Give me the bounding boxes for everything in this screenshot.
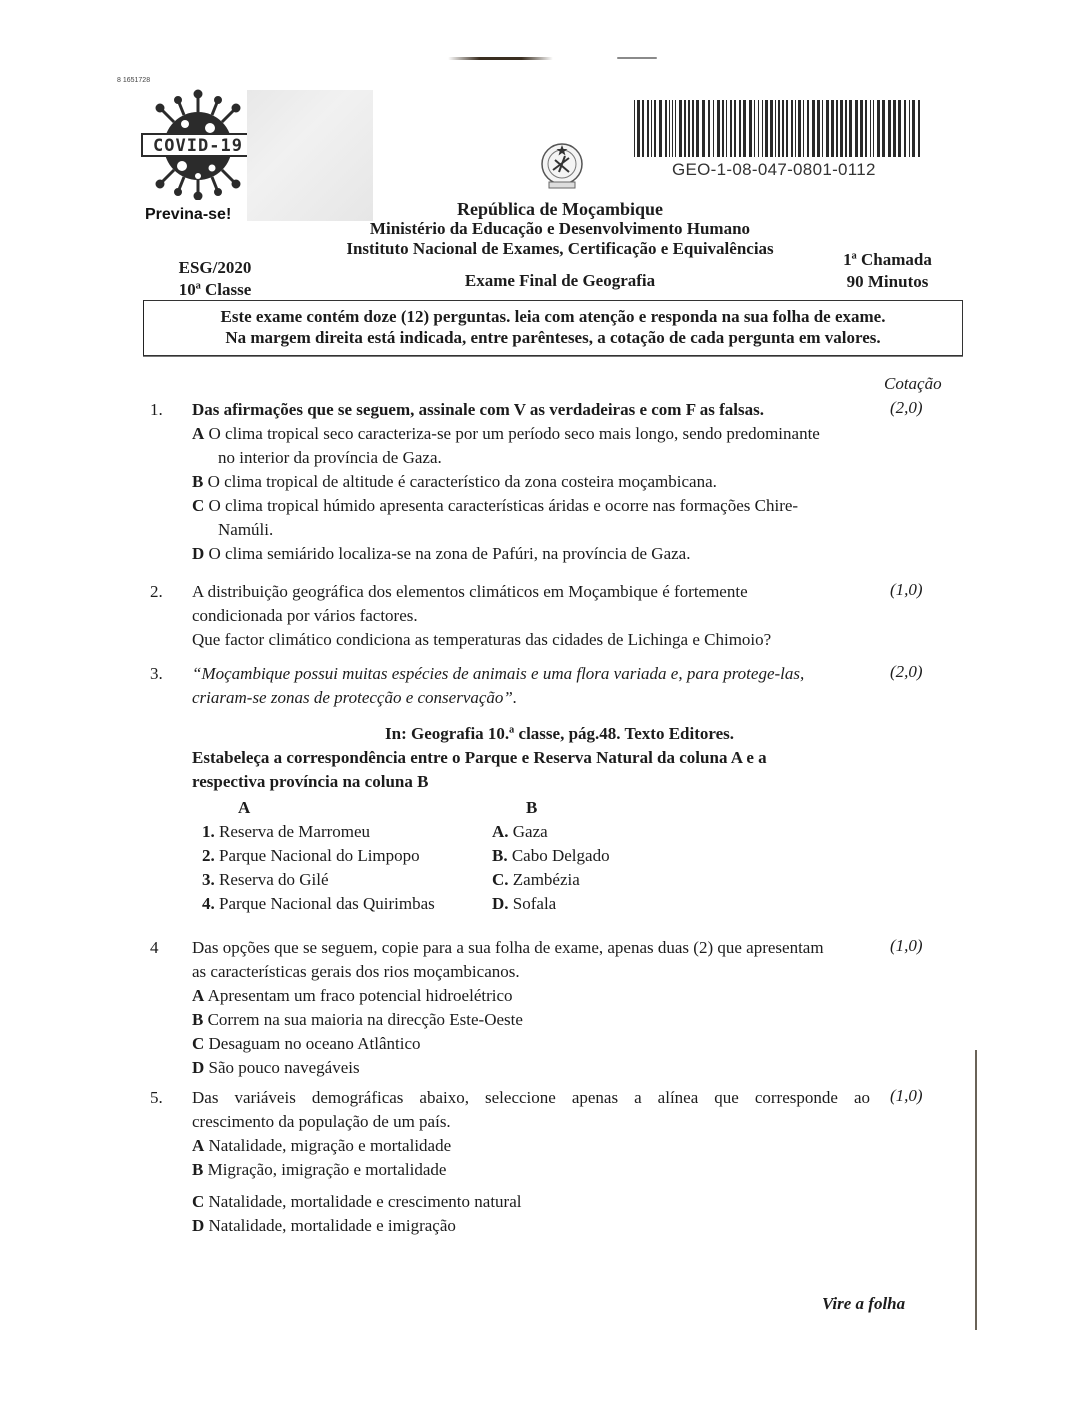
barcode-bar bbox=[840, 100, 843, 157]
instructions-box bbox=[143, 300, 963, 356]
barcode-bar bbox=[786, 100, 788, 157]
barcode-bar bbox=[654, 100, 656, 157]
option-a bbox=[192, 422, 870, 446]
option-b bbox=[192, 1008, 870, 1032]
option-letter: C bbox=[192, 1192, 205, 1211]
grade: 10ª Classe bbox=[178, 280, 252, 299]
item-key: 4. bbox=[202, 894, 215, 913]
quote-source: In: Geografia 10.ª classe, pág.48. Texto Editores. bbox=[385, 724, 735, 743]
question-instruction: respectiva província na coluna B bbox=[192, 772, 429, 791]
barcode-bar bbox=[803, 100, 804, 157]
option-d bbox=[192, 1056, 870, 1080]
item-text: Gaza bbox=[512, 822, 548, 841]
exam-call-info bbox=[835, 249, 940, 293]
barcode-bar bbox=[909, 100, 910, 157]
question-3 bbox=[150, 662, 870, 916]
barcode-bar bbox=[918, 100, 920, 157]
option-letter: B bbox=[192, 472, 204, 491]
barcode-bar bbox=[679, 100, 682, 157]
question-4-score: (1,0) bbox=[890, 936, 923, 955]
barcode-bar bbox=[822, 100, 823, 157]
barcode-bar bbox=[765, 100, 768, 157]
column-b-item bbox=[492, 868, 610, 892]
column-a-item bbox=[202, 892, 435, 916]
question-text-line: Das opções que se seguem, copie para a sua folha de exame, apenas duas (2) que apresentam bbox=[192, 938, 824, 957]
barcode-bar bbox=[845, 100, 847, 157]
barcode-bar bbox=[877, 100, 880, 157]
barcode-bar bbox=[659, 100, 662, 157]
barcode-bar bbox=[702, 100, 705, 157]
barcode-bar bbox=[637, 100, 640, 157]
barcode-bar bbox=[791, 100, 793, 157]
column-a-item bbox=[202, 868, 435, 892]
option-text: O clima tropical seco caracteriza-se por um período seco mais longo, sendo predominante bbox=[208, 424, 820, 443]
question-text-line: A distribuição geográfica dos elementos climáticos em Moçambique é fortemente bbox=[192, 582, 748, 601]
item-text: Sofala bbox=[512, 894, 557, 913]
barcode-bar bbox=[860, 100, 863, 157]
question-number: 5. bbox=[150, 1088, 163, 1107]
barcode-code: GEO-1-08-047-0801-0112 bbox=[672, 160, 876, 179]
item-text: Zambézia bbox=[512, 870, 580, 889]
barcode-bar bbox=[817, 100, 820, 157]
barcode-bar bbox=[778, 100, 780, 157]
level-code: ESG/2020 bbox=[178, 258, 252, 277]
institute-name: Instituto Nacional de Exames, Certificação e Equivalências bbox=[346, 239, 774, 258]
barcode-bar bbox=[770, 100, 773, 157]
question-number: 3. bbox=[150, 664, 163, 683]
barcode-bar bbox=[758, 100, 759, 157]
mozambique-emblem-icon bbox=[539, 140, 585, 192]
option-letter: A bbox=[192, 1136, 205, 1155]
barcode-bar bbox=[672, 100, 673, 157]
barcode-bar bbox=[888, 100, 891, 157]
option-a bbox=[192, 1134, 870, 1158]
barcode-bar bbox=[743, 100, 746, 157]
option-text: Natalidade, mortalidade e imigração bbox=[208, 1216, 456, 1235]
barcode-bar bbox=[873, 100, 874, 157]
column-a-header: A bbox=[238, 798, 251, 817]
turn-page-note: Vire a folha bbox=[822, 1294, 906, 1313]
question-prompt: Das afirmações que se seguem, assinale com V as verdadeiras e com F as falsas. bbox=[192, 400, 764, 419]
option-letter: A bbox=[192, 986, 205, 1005]
question-text-line: Que factor climático condiciona as temperaturas das cidades de Lichinga e Chimoio? bbox=[192, 630, 772, 649]
scan-artifact-line bbox=[617, 57, 657, 59]
question-1 bbox=[150, 398, 870, 566]
barcode-bar bbox=[722, 100, 724, 157]
barcode-bar bbox=[826, 100, 829, 157]
ministry-name: Ministério da Educação e Desenvolvimento Humano bbox=[369, 219, 751, 238]
question-text-line: condicionada por vários factores. bbox=[192, 606, 418, 625]
question-4 bbox=[150, 936, 870, 1080]
option-text: O clima tropical húmido apresenta características áridas e ocorre nas formações Chire- bbox=[208, 496, 799, 515]
barcode-bar bbox=[865, 100, 867, 157]
item-text: Parque Nacional do Limpopo bbox=[219, 846, 420, 865]
column-b-header: B bbox=[526, 798, 538, 817]
barcode-bar bbox=[882, 100, 885, 157]
item-key: D. bbox=[492, 894, 509, 913]
item-key: 1. bbox=[202, 822, 215, 841]
barcode-bar bbox=[812, 100, 815, 157]
country-name: República de Moçambique bbox=[456, 199, 663, 219]
barcode-bar bbox=[692, 100, 694, 157]
option-text: Migração, imigração e mortalidade bbox=[207, 1160, 447, 1179]
matching-columns bbox=[192, 796, 870, 916]
option-c bbox=[192, 1190, 870, 1214]
option-text: O clima semiárido localiza-se na zona de Pafúri, na província de Gaza. bbox=[208, 544, 691, 563]
covid-virus-icon bbox=[140, 88, 256, 200]
barcode-bar bbox=[855, 100, 858, 157]
question-text-line: crescimento da população de um país. bbox=[192, 1112, 451, 1131]
option-text: Correm na sua maioria na direcção Este-Oeste bbox=[207, 1010, 523, 1029]
item-text: Cabo Delgado bbox=[511, 846, 610, 865]
question-number: 4 bbox=[150, 938, 159, 957]
barcode-bar bbox=[708, 100, 710, 157]
item-key: B. bbox=[492, 846, 508, 865]
option-d bbox=[192, 1214, 870, 1238]
question-5-score: (1,0) bbox=[890, 1086, 923, 1105]
item-key: 3. bbox=[202, 870, 215, 889]
option-letter: D bbox=[192, 544, 205, 563]
question-text-line: Das variáveis demográficas abaixo, seleccione apenas a alínea que corresponde ao bbox=[192, 1088, 870, 1107]
option-b bbox=[192, 470, 870, 494]
option-text: Apresentam um fraco potencial hidroelétrico bbox=[207, 986, 513, 1005]
barcode-bar bbox=[798, 100, 801, 157]
option-letter: C bbox=[192, 1034, 205, 1053]
item-key: C. bbox=[492, 870, 509, 889]
score-heading: Cotação bbox=[884, 374, 942, 393]
question-2 bbox=[150, 580, 870, 652]
barcode-bar bbox=[634, 100, 635, 157]
barcode-bar bbox=[904, 100, 906, 157]
barcode-bar bbox=[651, 100, 652, 157]
barcode-bar bbox=[849, 100, 852, 157]
option-c bbox=[192, 1032, 870, 1056]
column-b-item bbox=[492, 844, 610, 868]
barcode-bar bbox=[717, 100, 720, 157]
barcode-bar bbox=[642, 100, 644, 157]
barcode-bar bbox=[684, 100, 686, 157]
call: 1ª Chamada bbox=[843, 250, 932, 269]
duration: 90 Minutos bbox=[846, 272, 929, 291]
barcode-bar bbox=[782, 100, 784, 157]
question-1-score: (2,0) bbox=[890, 398, 923, 417]
quote-line: criaram-se zonas de protecção e conservação”. bbox=[192, 688, 518, 707]
question-5 bbox=[150, 1086, 870, 1238]
barcode-bar bbox=[734, 100, 736, 157]
column-a bbox=[202, 796, 435, 916]
column-a-item bbox=[202, 844, 435, 868]
option-a bbox=[192, 984, 870, 1008]
column-b-item bbox=[492, 820, 610, 844]
item-text: Parque Nacional das Quirimbas bbox=[219, 894, 435, 913]
option-a-continued: no interior da província de Gaza. bbox=[218, 448, 442, 467]
option-letter: C bbox=[192, 496, 205, 515]
scan-artifact-line bbox=[448, 57, 553, 60]
barcode-bar bbox=[675, 100, 676, 157]
covid-badge-text: COVID-19 bbox=[153, 136, 243, 156]
item-text: Reserva de Marromeu bbox=[219, 822, 371, 841]
option-d bbox=[192, 542, 870, 566]
barcode-bar bbox=[754, 100, 755, 157]
option-letter: A bbox=[192, 424, 205, 443]
barcode-bar bbox=[893, 100, 896, 157]
barcode bbox=[634, 100, 921, 157]
column-a-item bbox=[202, 820, 435, 844]
barcode-bar bbox=[831, 100, 834, 157]
question-3-score: (2,0) bbox=[890, 662, 923, 681]
option-letter: D bbox=[192, 1216, 205, 1235]
barcode-bar bbox=[696, 100, 699, 157]
barcode-bar bbox=[669, 100, 670, 157]
instructions-line-2: Na margem direita está indicada, entre parênteses, a cotação de cada pergunta em valores. bbox=[225, 328, 881, 347]
question-number: 2. bbox=[150, 582, 163, 601]
option-text: Desaguam no oceano Atlântico bbox=[208, 1034, 421, 1053]
barcode-bar bbox=[730, 100, 732, 157]
barcode-bar bbox=[713, 100, 714, 157]
scan-page-edge bbox=[975, 1050, 977, 1330]
option-text: O clima tropical de altitude é característico da zona costeira moçambicana. bbox=[207, 472, 717, 491]
column-b-item bbox=[492, 892, 610, 916]
barcode-bar bbox=[749, 100, 752, 157]
question-instruction: Estabeleça a correspondência entre o Parque e Reserva Natural da coluna A e a bbox=[192, 748, 767, 767]
barcode-bar bbox=[807, 100, 809, 157]
barcode-bar bbox=[775, 100, 776, 157]
quote-line: “Moçambique possui muitas espécies de animais e uma flora variada e, para protege-las, bbox=[192, 664, 805, 683]
instructions-line-1: Este exame contém doze (12) perguntas. leia com atenção e responda na sua folha de exame. bbox=[220, 307, 886, 326]
option-text: Natalidade, mortalidade e crescimento natural bbox=[208, 1192, 522, 1211]
barcode-bar bbox=[688, 100, 690, 157]
option-text: Natalidade, migração e mortalidade bbox=[208, 1136, 452, 1155]
barcode-bar bbox=[870, 100, 871, 157]
barcode-bar bbox=[739, 100, 741, 157]
exam-title: Exame Final de Geografia bbox=[464, 271, 656, 290]
barcode-bar bbox=[912, 100, 915, 157]
option-b bbox=[192, 1158, 870, 1182]
item-key: 2. bbox=[202, 846, 215, 865]
item-text: Reserva do Gilé bbox=[219, 870, 329, 889]
barcode-bar bbox=[795, 100, 796, 157]
barcode-bar bbox=[836, 100, 838, 157]
barcode-bar bbox=[726, 100, 727, 157]
question-2-score: (1,0) bbox=[890, 580, 923, 599]
barcode-bar bbox=[898, 100, 901, 157]
exam-level-info bbox=[170, 257, 260, 301]
barcode-bar bbox=[647, 100, 649, 157]
question-number: 1. bbox=[150, 400, 163, 419]
barcode-bar bbox=[665, 100, 667, 157]
item-key: A. bbox=[492, 822, 509, 841]
option-c bbox=[192, 494, 870, 518]
option-letter: B bbox=[192, 1160, 204, 1179]
option-text: São pouco navegáveis bbox=[208, 1058, 360, 1077]
document-serial: 8 1651728 bbox=[117, 77, 151, 84]
covid-slogan: Previna-se! bbox=[145, 206, 232, 223]
option-letter: B bbox=[192, 1010, 204, 1029]
option-letter: D bbox=[192, 1058, 205, 1077]
question-text-line: as características gerais dos rios moçambicanos. bbox=[192, 962, 520, 981]
option-c-continued: Namúli. bbox=[218, 520, 274, 539]
barcode-bar bbox=[762, 100, 763, 157]
column-b bbox=[492, 796, 610, 916]
